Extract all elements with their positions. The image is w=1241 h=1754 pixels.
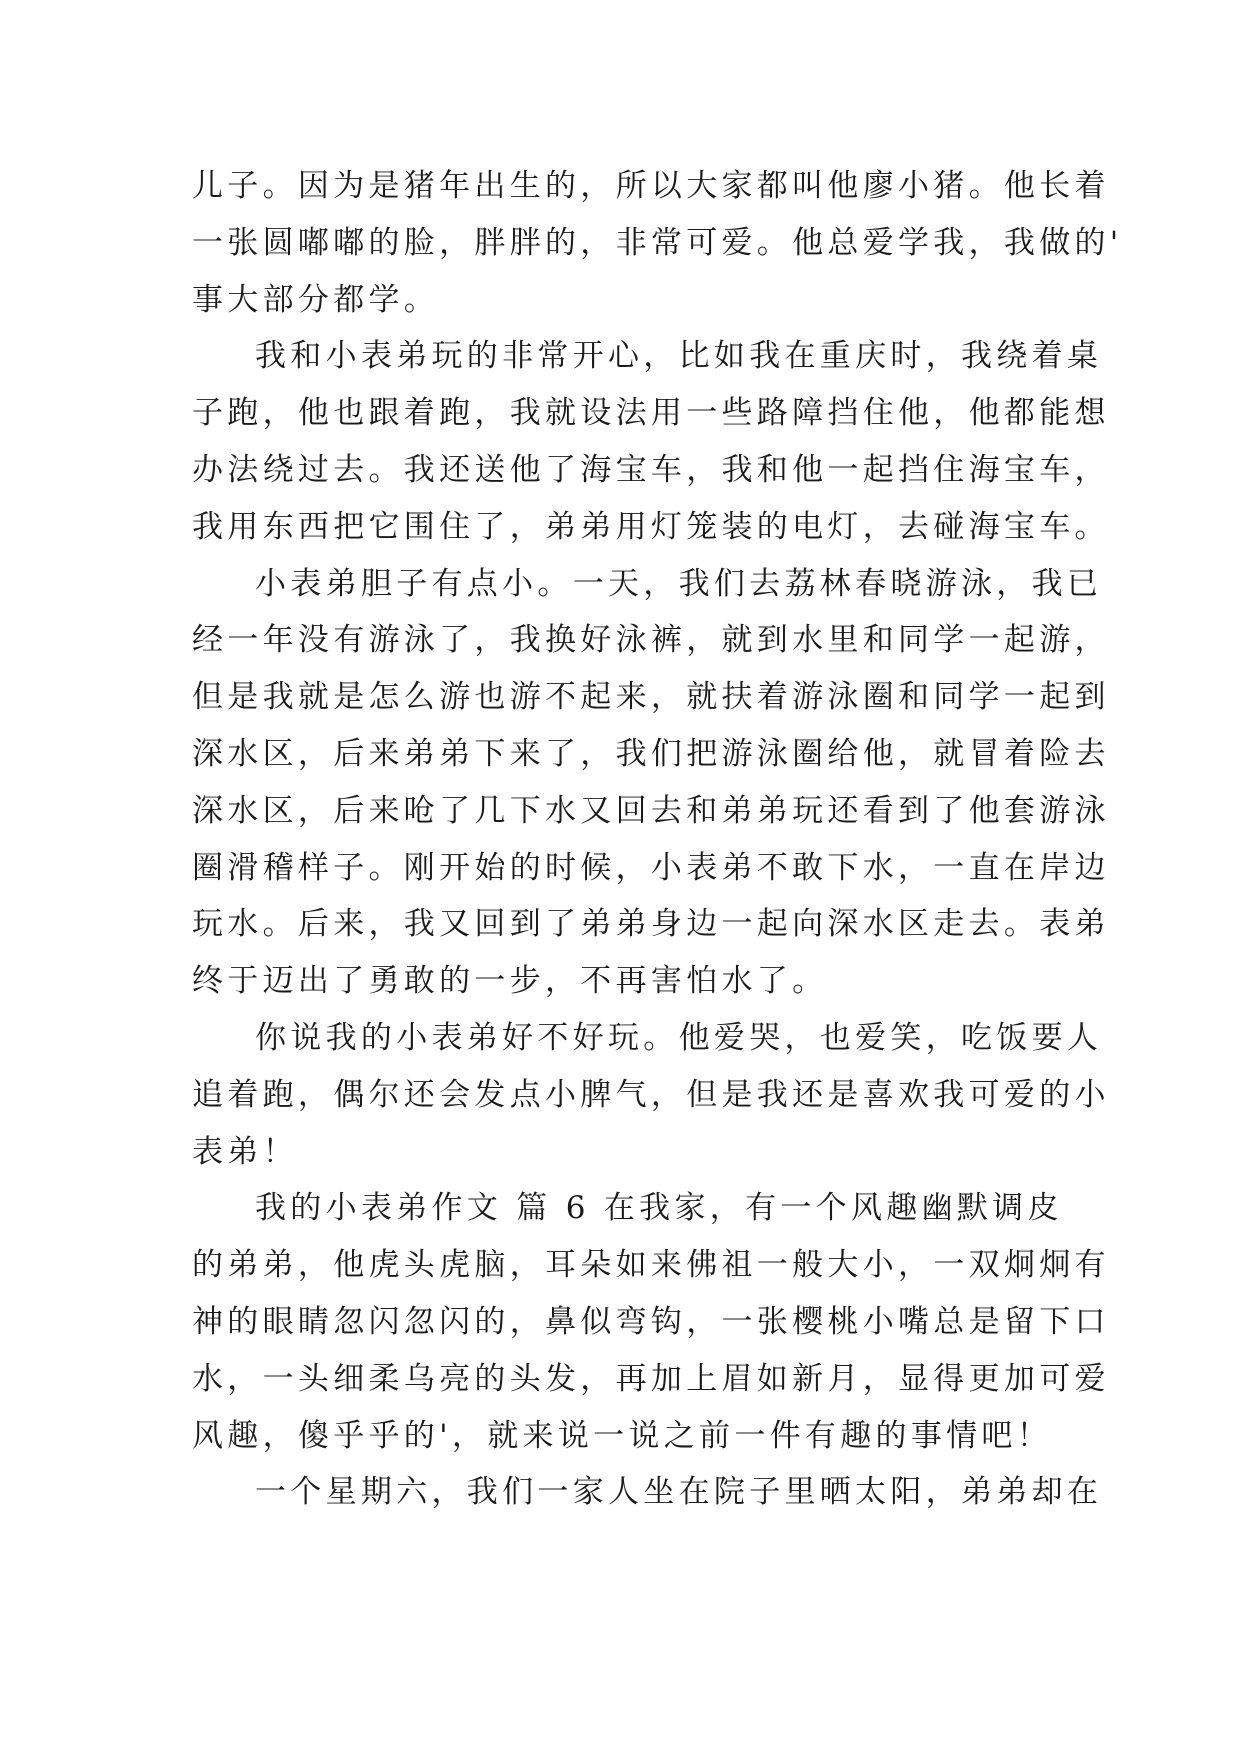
text-line: 水，一头细柔乌亮的头发，再加上眉如新月，显得更加可爱 [192, 1360, 1110, 1397]
text-line: 一个星期六，我们一家人坐在院子里晒太阳，弟弟却在 [255, 1474, 1103, 1511]
text-line: 神的眼睛忽闪忽闪的，鼻似弯钩，一张樱桃小嘴总是留下口 [192, 1303, 1110, 1340]
text-line: 我和小表弟玩的非常开心，比如我在重庆时，我绕着桌 [255, 338, 1103, 375]
text-line: 经一年没有游泳了，我换好泳裤，就到水里和同学一起游， [192, 622, 1110, 659]
text-line: 我用东西把它围住了，弟弟用灯笼装的电灯，去碰海宝车。 [192, 508, 1110, 545]
text-line: 儿子。因为是猪年出生的，所以大家都叫他廖小猪。他长着 [192, 168, 1110, 204]
text-line: 深水区，后来弟弟下来了，我们把游泳圈给他，就冒着险去 [192, 735, 1110, 772]
text-line: 小表弟胆子有点小。一天，我们去荔林春晓游泳，我已 [255, 565, 1103, 602]
text-line: 你说我的小表弟好不好玩。他爱哭，也爱笑，吃饭要人 [255, 1019, 1103, 1056]
text-line: 玩水。后来，我又回到了弟弟身边一起向深水区走去。表弟 [192, 906, 1110, 943]
text-line: 的弟弟，他虎头虎脑，耳朵如来佛祖一般大小，一双炯炯有 [192, 1247, 1110, 1284]
text-line: 深水区，后来呛了几下水又回去和弟弟玩还看到了他套游泳 [192, 792, 1110, 829]
text-line: 一张圆嘟嘟的脸，胖胖的，非常可爱。他总爱学我，我做的' [192, 224, 1123, 261]
text-line: 终于迈出了勇敢的一步，不再害怕水了。 [192, 963, 828, 1000]
text-line: 子跑，他也跟着跑，我就设法用一些路障挡住他，他都能想 [192, 395, 1110, 432]
text-line: 风趣，傻乎乎的'，就来说一说之前一件有趣的事情吧！ [192, 1417, 1053, 1454]
text-line: 办法绕过去。我还送他了海宝车，我和他一起挡住海宝车， [192, 451, 1110, 488]
text-line: 圈滑稽样子。刚开始的时候，小表弟不敢下水，一直在岸边 [192, 849, 1110, 886]
text-line: 事大部分都学。 [192, 281, 440, 318]
text-line: 表弟！ [192, 1133, 298, 1170]
text-line: 但是我就是怎么游也游不起来，就扶着游泳圈和同学一起到 [192, 679, 1110, 716]
body-text [192, 158, 1123, 1521]
text-line: 追着跑，偶尔还会发点小脾气，但是我还是喜欢我可爱的小 [192, 1076, 1110, 1113]
text-line: 我的小表弟作文 篇 6 在我家，有一个风趣幽默调皮 [255, 1190, 1063, 1227]
